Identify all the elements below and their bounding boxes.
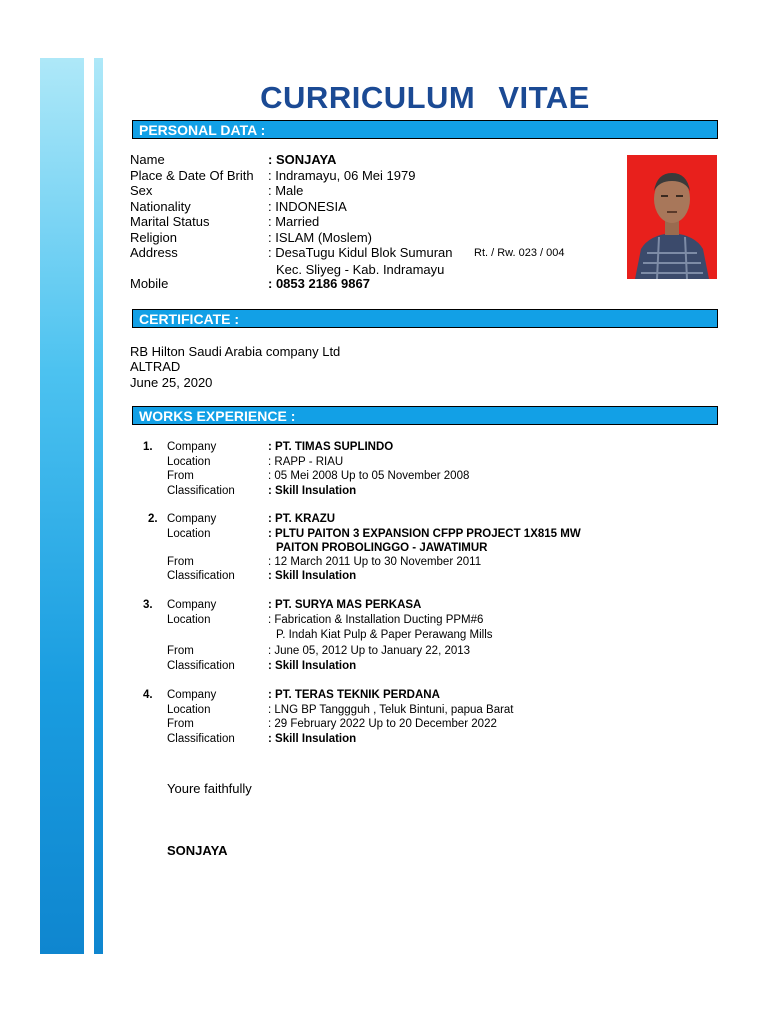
decorative-side-bar-wide — [40, 58, 84, 954]
work-classification: : Skill Insulation — [268, 660, 357, 672]
label-from: From — [167, 718, 194, 730]
label-company: Company — [167, 441, 217, 453]
work-company: : PT. KRAZU — [268, 513, 336, 525]
work-classification: : Skill Insulation — [268, 733, 357, 745]
closing-text: Youre faithfully — [167, 781, 252, 796]
value-sex: : Male — [268, 183, 304, 198]
label-sex: Sex — [130, 183, 153, 198]
section-header-works-experience: WORKS EXPERIENCE : — [132, 406, 718, 425]
label-marital-status: Marital Status — [130, 214, 210, 229]
profile-photo — [627, 155, 717, 279]
work-item-number: 4. — [143, 689, 153, 701]
value-address-rtrw: Rt. / Rw. 023 / 004 — [474, 247, 565, 259]
work-location: : PLTU PAITON 3 EXPANSION CFPP PROJECT 1X815 MW — [268, 528, 581, 540]
document-title: CURRICULUM VITAE — [260, 80, 590, 115]
label-from: From — [167, 556, 194, 568]
signature-name: SONJAYA — [167, 843, 228, 858]
work-location-line2: PAITON PROBOLINGGO - JAWATIMUR — [276, 542, 488, 554]
label-mobile: Mobile — [130, 276, 169, 291]
work-item-number: 2. — [148, 513, 158, 525]
work-company: : PT. TERAS TEKNIK PERDANA — [268, 689, 440, 701]
value-address-line2: Kec. Sliyeg - Kab. Indramayu — [276, 262, 445, 277]
value-address: : DesaTugu Kidul Blok Sumuran — [268, 245, 453, 260]
label-location: Location — [167, 614, 211, 626]
value-nationality: : INDONESIA — [268, 199, 347, 214]
label-location: Location — [167, 528, 211, 540]
work-company: : PT. TIMAS SUPLINDO — [268, 441, 394, 453]
label-name: Name — [130, 152, 165, 167]
value-marital-status: : Married — [268, 214, 320, 229]
label-location: Location — [167, 456, 211, 468]
work-location-line2: P. Indah Kiat Pulp & Paper Perawang Mills — [276, 629, 493, 641]
value-birth: : Indramayu, 06 Mei 1979 — [268, 168, 416, 183]
label-birth: Place & Date Of Brith — [130, 168, 254, 183]
label-religion: Religion — [130, 230, 177, 245]
label-company: Company — [167, 599, 217, 611]
section-header-personal-data: PERSONAL DATA : — [132, 120, 718, 139]
decorative-side-bar-narrow — [94, 58, 103, 954]
label-classification: Classification — [167, 733, 235, 745]
work-classification: : Skill Insulation — [268, 570, 357, 582]
label-nationality: Nationality — [130, 199, 191, 214]
label-from: From — [167, 470, 194, 482]
work-company: : PT. SURYA MAS PERKASA — [268, 599, 422, 611]
work-from: : June 05, 2012 Up to January 22, 2013 — [268, 645, 471, 657]
work-item-number: 1. — [143, 441, 153, 453]
value-religion: : ISLAM (Moslem) — [268, 230, 373, 245]
label-from: From — [167, 645, 194, 657]
label-address: Address — [130, 245, 178, 260]
label-classification: Classification — [167, 660, 235, 672]
section-header-certificate: CERTIFICATE : — [132, 309, 718, 328]
label-company: Company — [167, 513, 217, 525]
work-classification: : Skill Insulation — [268, 485, 357, 497]
label-location: Location — [167, 704, 211, 716]
work-from: : 29 February 2022 Up to 20 December 2022 — [268, 718, 497, 730]
certificate-line: June 25, 2020 — [130, 375, 213, 390]
work-location: : RAPP - RIAU — [268, 456, 344, 468]
work-location: : Fabrication & Installation Ducting PPM#6 — [268, 614, 484, 626]
work-location: : LNG BP Tanggguh , Teluk Bintuni, papua Barat — [268, 704, 514, 716]
value-mobile: : 0853 2186 9867 — [268, 276, 370, 291]
certificate-line: RB Hilton Saudi Arabia company Ltd — [130, 344, 341, 359]
label-classification: Classification — [167, 485, 235, 497]
certificate-line: ALTRAD — [130, 359, 181, 374]
label-classification: Classification — [167, 570, 235, 582]
value-name: : SONJAYA — [268, 152, 337, 167]
work-from: : 12 March 2011 Up to 30 November 2011 — [268, 556, 482, 568]
work-from: : 05 Mei 2008 Up to 05 November 2008 — [268, 470, 470, 482]
work-item-number: 3. — [143, 599, 153, 611]
label-company: Company — [167, 689, 217, 701]
